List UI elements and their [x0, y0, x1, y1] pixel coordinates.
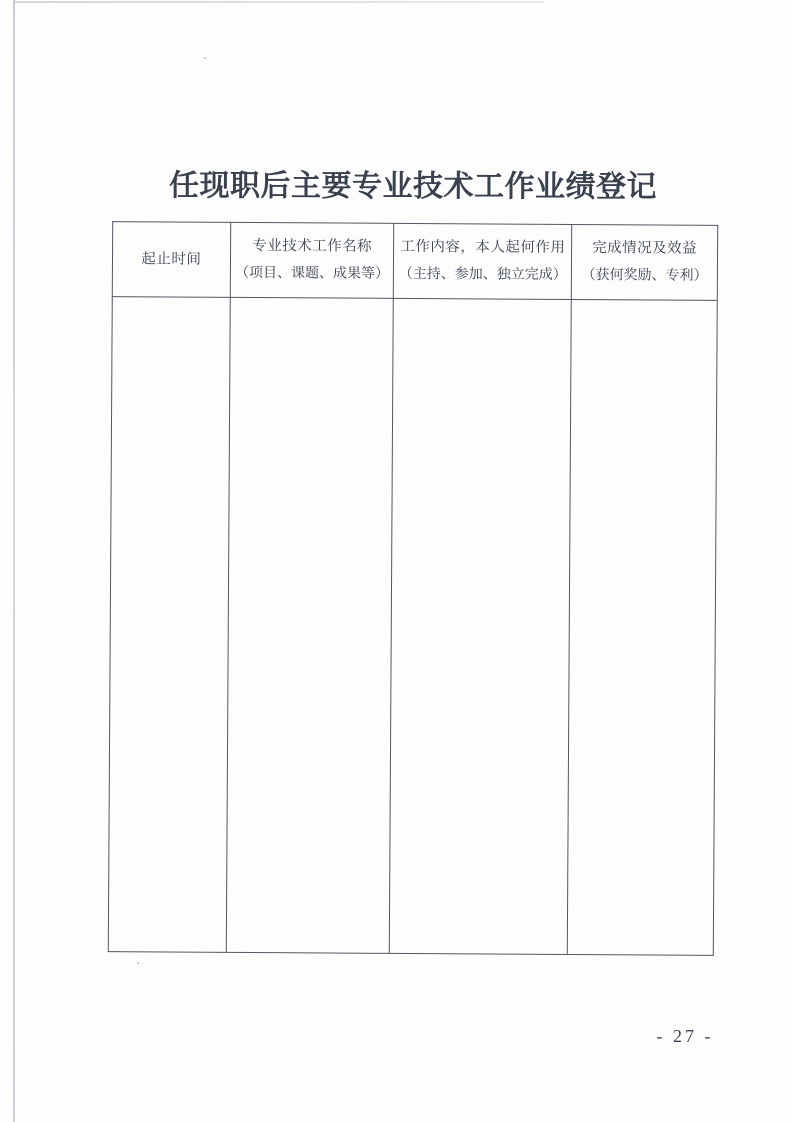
page-title: 任现职后主要专业技术工作业绩登记: [168, 169, 658, 204]
scan-edge-top: [14, 1, 544, 3]
page-number: - 27 -: [656, 1026, 714, 1046]
column-header-content: [113, 222, 230, 297]
column-title: 完成情况及效益: [592, 239, 698, 257]
column-header-completion-benefit: [571, 224, 717, 300]
column-subtitle: （获何奖励、专利）: [581, 268, 708, 285]
column-header-time-period: [112, 222, 230, 298]
scan-speck: [137, 962, 139, 964]
column-subtitle: （主持、参加、独立完成）: [398, 267, 567, 284]
column-title: 工作内容，本人起何作用: [400, 238, 566, 256]
column-header-content: [572, 225, 717, 300]
table-body-row: [108, 297, 717, 956]
cell-work-name: [226, 297, 394, 953]
table-header-row: [112, 222, 717, 301]
column-header-work-content-role: [394, 223, 572, 299]
column-subtitle: （项目、课题、成果等）: [234, 266, 390, 283]
scan-edge-left: [13, 0, 15, 1122]
column-header-content: [394, 224, 571, 299]
column-header-content: [231, 223, 394, 298]
column-header-work-name: [230, 222, 394, 298]
column-title: 起止时间: [141, 251, 202, 268]
column-title: 专业技术工作名称: [252, 237, 373, 255]
cell-completion-benefit: [567, 299, 717, 955]
scan-speck: [204, 57, 206, 59]
achievement-record-table: [108, 221, 718, 956]
cell-time-period: [108, 297, 230, 953]
cell-work-content-role: [390, 298, 572, 954]
